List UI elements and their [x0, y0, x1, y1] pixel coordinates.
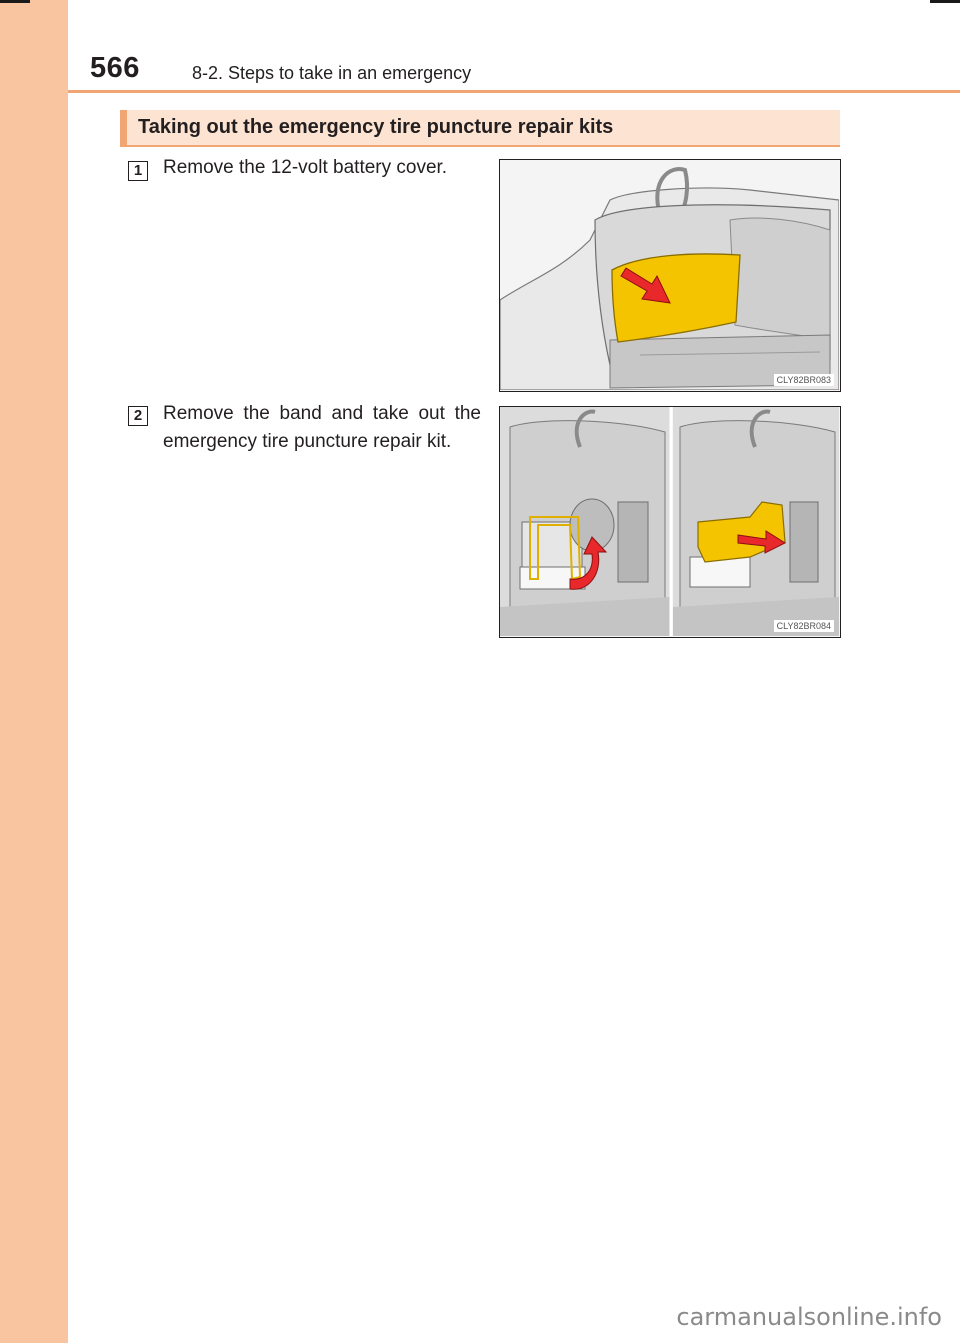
left-panel	[500, 407, 670, 636]
crop-mark-left	[0, 0, 30, 3]
step-number-2: 2	[128, 406, 148, 426]
figure-battery-cover	[499, 159, 841, 392]
subsection-heading	[120, 110, 840, 147]
figure-code-1: CLY82BR083	[774, 374, 834, 386]
step-number-1: 1	[128, 161, 148, 181]
figure-repair-kit	[499, 406, 841, 638]
section-title: 8-2. Steps to take in an emergency	[192, 63, 472, 83]
header-rule	[68, 90, 960, 93]
step-text-1: Remove the 12-volt battery cover.	[163, 157, 448, 178]
trunk-illustration-1	[500, 160, 839, 390]
step-text-2: Remove the band and take out the emergency tire puncture repair kit.	[163, 403, 481, 452]
heading-accent-bar	[120, 110, 127, 145]
watermark: carmanualsonline.info	[676, 1303, 942, 1331]
page-header	[68, 0, 960, 92]
heading-text: Taking out the emergency tire puncture repair kits	[138, 116, 614, 138]
trunk-illustration-2	[500, 407, 839, 636]
figure-code-2: CLY82BR084	[774, 620, 834, 632]
page-number: 566	[90, 52, 140, 84]
page-margin-band	[0, 0, 68, 1343]
right-panel	[673, 407, 839, 636]
